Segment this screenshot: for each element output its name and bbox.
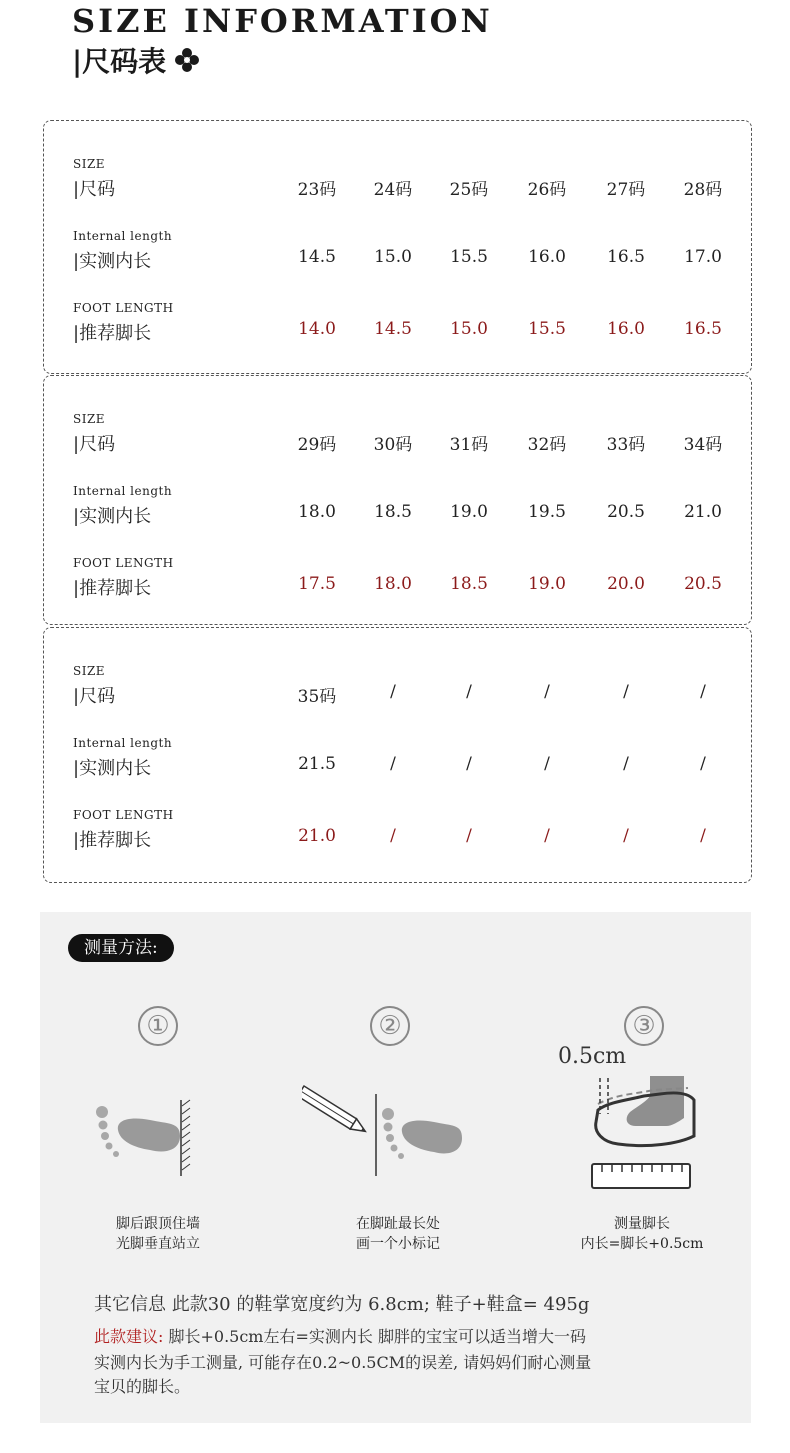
size-table-box — [43, 375, 752, 625]
table-cell: 31码 — [449, 435, 489, 455]
row-label-en: FOOT LENGTH — [73, 301, 174, 315]
table-cell: 17.0 — [684, 247, 722, 267]
table-cell: 15.0 — [374, 247, 412, 267]
table-cell: / — [390, 754, 396, 774]
table-cell: 34码 — [683, 435, 723, 455]
table-cell: / — [544, 682, 550, 702]
size-row — [44, 412, 751, 462]
table-cell: 21.0 — [298, 826, 336, 846]
measure-panel — [40, 912, 751, 1423]
row-label-en: Internal length — [73, 229, 173, 243]
table-cell: 28码 — [683, 180, 723, 200]
foot-against-wall-icon — [92, 1098, 202, 1178]
advice-line-3: 宝贝的脚长。 — [94, 1377, 191, 1396]
internal-length-row — [44, 484, 751, 534]
row-label-en: Internal length — [73, 736, 173, 750]
table-cell: 14.5 — [374, 319, 412, 339]
size-table-box — [43, 120, 752, 374]
size-row — [44, 664, 751, 714]
flower-icon — [174, 47, 200, 73]
table-cell: 15.5 — [528, 319, 566, 339]
table-cell: 20.5 — [684, 574, 722, 594]
table-cell: 25码 — [449, 180, 489, 200]
table-cell: 24码 — [373, 180, 413, 200]
step-3-gap-label: 0.5cm — [558, 1044, 627, 1069]
table-cell: / — [466, 826, 472, 846]
step-1-number: ① — [138, 1006, 178, 1046]
foot-length-row — [44, 301, 751, 351]
table-cell: 21.5 — [298, 754, 336, 774]
row-label-en: Internal length — [73, 484, 173, 498]
internal-length-row — [44, 736, 751, 786]
table-cell: / — [623, 682, 629, 702]
table-cell: / — [700, 682, 706, 702]
step-1-caption — [58, 1214, 258, 1254]
table-cell: / — [466, 754, 472, 774]
row-label-zh: |推荐脚长 — [73, 323, 152, 344]
size-row — [44, 157, 751, 207]
size-table-box — [43, 627, 752, 883]
step-1-line2: 光脚垂直站立 — [116, 1236, 200, 1252]
table-cell: / — [390, 682, 396, 702]
table-cell: 19.5 — [528, 502, 566, 522]
row-label-zh: |实测内长 — [73, 506, 152, 527]
table-cell: 23码 — [297, 180, 337, 200]
table-cell: 29码 — [297, 435, 337, 455]
table-cell: 26码 — [527, 180, 567, 200]
subtitle-text: |尺码表 — [72, 45, 167, 78]
row-label-en: FOOT LENGTH — [73, 556, 174, 570]
row-label-zh: |推荐脚长 — [73, 578, 152, 599]
pencil-mark-icon — [302, 1076, 472, 1178]
table-cell: 15.0 — [450, 319, 488, 339]
table-cell: / — [623, 754, 629, 774]
row-label-zh: |尺码 — [73, 686, 116, 707]
table-cell: / — [700, 826, 706, 846]
step-2-number: ② — [370, 1006, 410, 1046]
measure-title-badge: 测量方法: — [68, 934, 174, 962]
row-label-zh: |实测内长 — [73, 251, 152, 272]
table-cell: 33码 — [606, 435, 646, 455]
row-label-en: FOOT LENGTH — [73, 808, 174, 822]
table-cell: 16.5 — [607, 247, 645, 267]
table-cell: / — [544, 754, 550, 774]
table-cell: 30码 — [373, 435, 413, 455]
internal-length-row — [44, 229, 751, 279]
step-3-line1: 测量脚长 — [614, 1216, 670, 1232]
table-cell: / — [623, 826, 629, 846]
page-subtitle — [72, 40, 200, 80]
table-cell: 15.5 — [450, 247, 488, 267]
page-title: SIZE INFORMATION — [72, 2, 493, 40]
table-cell: 19.0 — [528, 574, 566, 594]
advice-text: 脚长+0.5cm左右=实测内长 脚胖的宝宝可以适当增大一码 — [163, 1327, 586, 1346]
step-3-number: ③ — [624, 1006, 664, 1046]
table-cell: 14.0 — [298, 319, 336, 339]
step-3-line2: 内长=脚长+0.5cm — [580, 1236, 704, 1252]
table-cell: 16.0 — [607, 319, 645, 339]
step-3-caption — [542, 1214, 742, 1254]
table-cell: 19.0 — [450, 502, 488, 522]
table-cell: 16.5 — [684, 319, 722, 339]
table-cell: 27码 — [606, 180, 646, 200]
table-cell: / — [390, 826, 396, 846]
advice-line-2: 实测内长为手工测量, 可能存在0.2~0.5CM的误差, 请妈妈们耐心测量 — [94, 1353, 592, 1372]
other-info: 其它信息 此款30 的鞋掌宽度约为 6.8cm; 鞋子+鞋盒= 495g — [94, 1294, 590, 1315]
advice-label: 此款建议: — [94, 1327, 164, 1346]
table-cell: 21.0 — [684, 502, 722, 522]
step-2-line1: 在脚趾最长处 — [356, 1216, 440, 1232]
row-label-en: SIZE — [73, 412, 106, 426]
table-cell: 18.5 — [450, 574, 488, 594]
row-label-en: SIZE — [73, 157, 106, 171]
table-cell: 18.5 — [374, 502, 412, 522]
table-cell: 35码 — [297, 687, 337, 707]
row-label-zh: |实测内长 — [73, 758, 152, 779]
step-2-caption — [298, 1214, 498, 1254]
table-cell: 20.5 — [607, 502, 645, 522]
table-cell: / — [466, 682, 472, 702]
table-cell: 18.0 — [374, 574, 412, 594]
step-2-line2: 画一个小标记 — [356, 1236, 440, 1252]
table-cell: / — [544, 826, 550, 846]
row-label-en: SIZE — [73, 664, 106, 678]
table-cell: 32码 — [527, 435, 567, 455]
table-cell: / — [700, 754, 706, 774]
advice-line-1 — [94, 1324, 586, 1347]
row-label-zh: |推荐脚长 — [73, 830, 152, 851]
table-cell: 20.0 — [607, 574, 645, 594]
table-cell: 14.5 — [298, 247, 336, 267]
table-cell: 18.0 — [298, 502, 336, 522]
foot-length-row — [44, 556, 751, 606]
shoe-ruler-icon — [588, 1072, 708, 1194]
row-label-zh: |尺码 — [73, 179, 116, 200]
row-label-zh: |尺码 — [73, 434, 116, 455]
foot-length-row — [44, 808, 751, 858]
table-cell: 17.5 — [298, 574, 336, 594]
table-cell: 16.0 — [528, 247, 566, 267]
step-1-line1: 脚后跟顶住墙 — [116, 1216, 200, 1232]
